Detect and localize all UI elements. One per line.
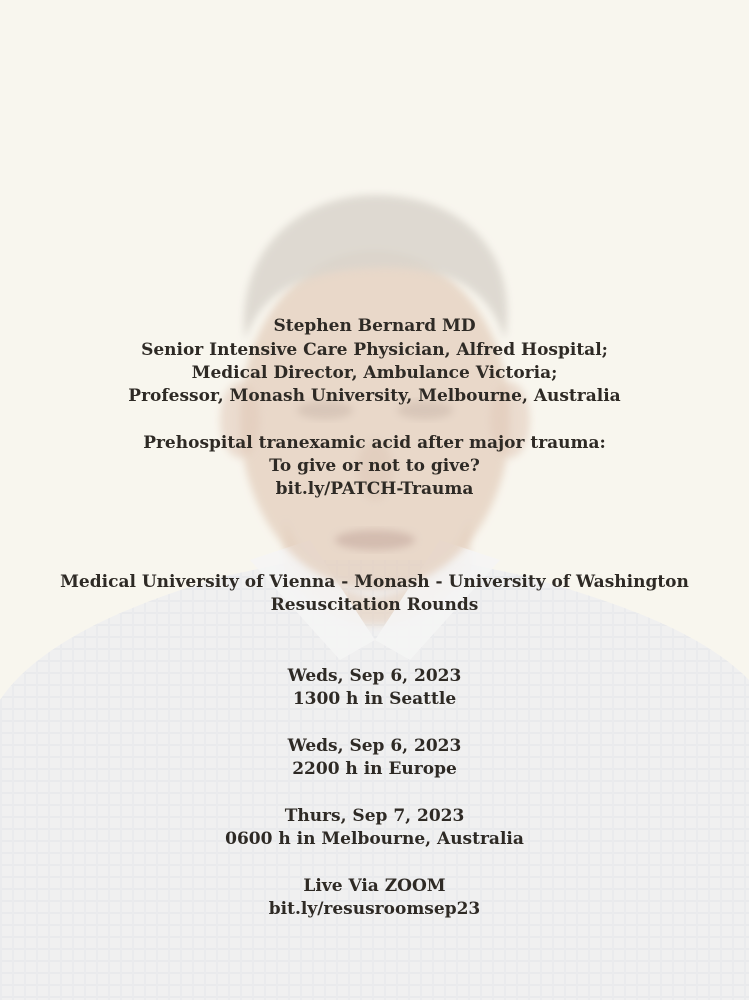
schedule-time: 1300 h in Seattle [292, 689, 457, 709]
speaker-role: Medical Director, Ambulance Victoria; [191, 363, 558, 383]
access-mode: Live Via ZOOM [303, 876, 446, 896]
series-institutions: Medical University of Vienna - Monash - University of Washington [60, 572, 689, 592]
speaker-role: Senior Intensive Care Physician, Alfred Hospital; [141, 340, 608, 360]
schedule-date: Weds, Sep 6, 2023 [287, 666, 462, 686]
talk-link[interactable]: bit.ly/PATCH-Trauma [275, 479, 474, 499]
talk-subtitle: To give or not to give? [269, 456, 480, 476]
series-name: Resuscitation Rounds [270, 595, 479, 615]
schedule-time: 2200 h in Europe [292, 759, 457, 779]
schedule-date: Thurs, Sep 7, 2023 [284, 806, 465, 826]
schedule-time: 0600 h in Melbourne, Australia [225, 829, 524, 849]
zoom-link[interactable]: bit.ly/resusroomsep23 [268, 899, 481, 919]
talk-title: Prehospital tranexamic acid after major trauma: [143, 433, 606, 453]
speaker-name: Stephen Bernard MD [273, 316, 476, 336]
speaker-role: Professor, Monash University, Melbourne, Australia [128, 386, 621, 406]
schedule-date: Weds, Sep 6, 2023 [287, 736, 462, 756]
